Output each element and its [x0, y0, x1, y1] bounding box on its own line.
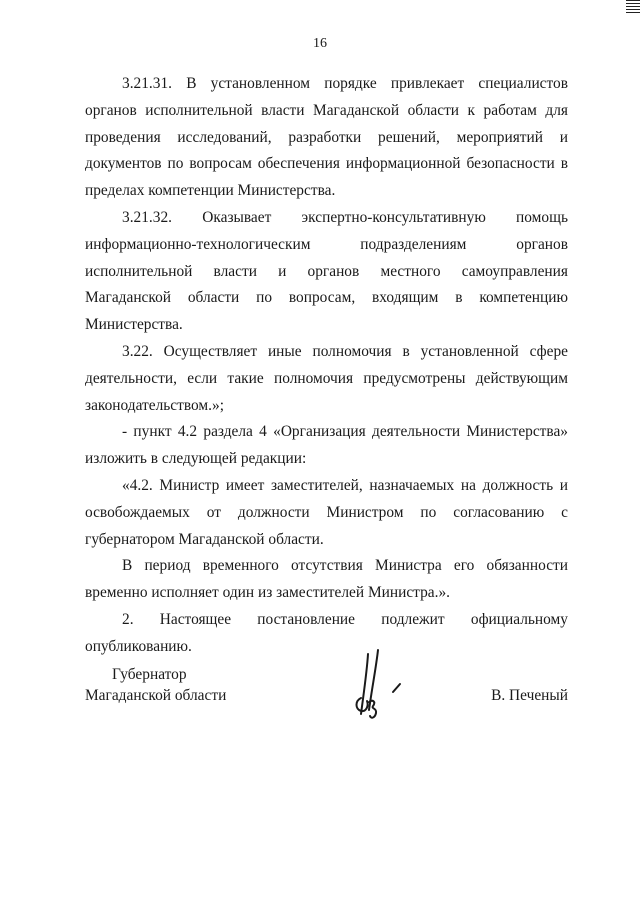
- signer-title-line1: Губернатор: [112, 666, 187, 683]
- handwritten-signature: [340, 646, 420, 726]
- paragraph-amendment-4-2: - пункт 4.2 раздела 4 «Организация деятельности Министерства» изложить в следующей редакции:: [85, 423, 568, 468]
- paragraph-publication: 2. Настоящее постановление подлежит официальному опубликованию.: [85, 610, 568, 655]
- signer-name: В. Печеный: [491, 687, 568, 704]
- scan-corner-mark: [626, 0, 640, 13]
- paragraph-3-21-31: 3.21.31. В установленном порядке привлекает специалистов органов исполнительной власти Магаданской области к работам для проведения исследований, разработки решений, мероприятий и документов по вопросам обеспечения информационной безопасности в пределах компетенции Министерства.: [85, 75, 568, 200]
- paragraph-3-22: 3.22. Осуществляет иные полномочия в установленной сфере деятельности, если такие полномочия предусмотрены действующим законодательством.»;: [85, 342, 568, 414]
- signer-title-line2: Магаданской области: [85, 687, 227, 704]
- signer-title: [85, 664, 245, 706]
- paragraph-4-2: «4.2. Министр имеет заместителей, назначаемых на должность и освобождаемых от должности Министром по согласованию с губернатором Магаданской области.: [85, 476, 568, 548]
- signature-block: [0, 664, 640, 734]
- paragraph-temporary-absence: В период временного отсутствия Министра его обязанности временно исполняет один из заместителей Министра.».: [85, 557, 568, 602]
- paragraph-3-21-32: 3.21.32. Оказывает экспертно-консультативную помощь информационно-технологическим подразделениям органов исполнительной власти и органов местного самоуправления Магаданской области по вопросам, входящим в компетенцию Министерства.: [85, 208, 568, 334]
- document-body: [85, 71, 568, 661]
- page-number: 16: [313, 36, 327, 51]
